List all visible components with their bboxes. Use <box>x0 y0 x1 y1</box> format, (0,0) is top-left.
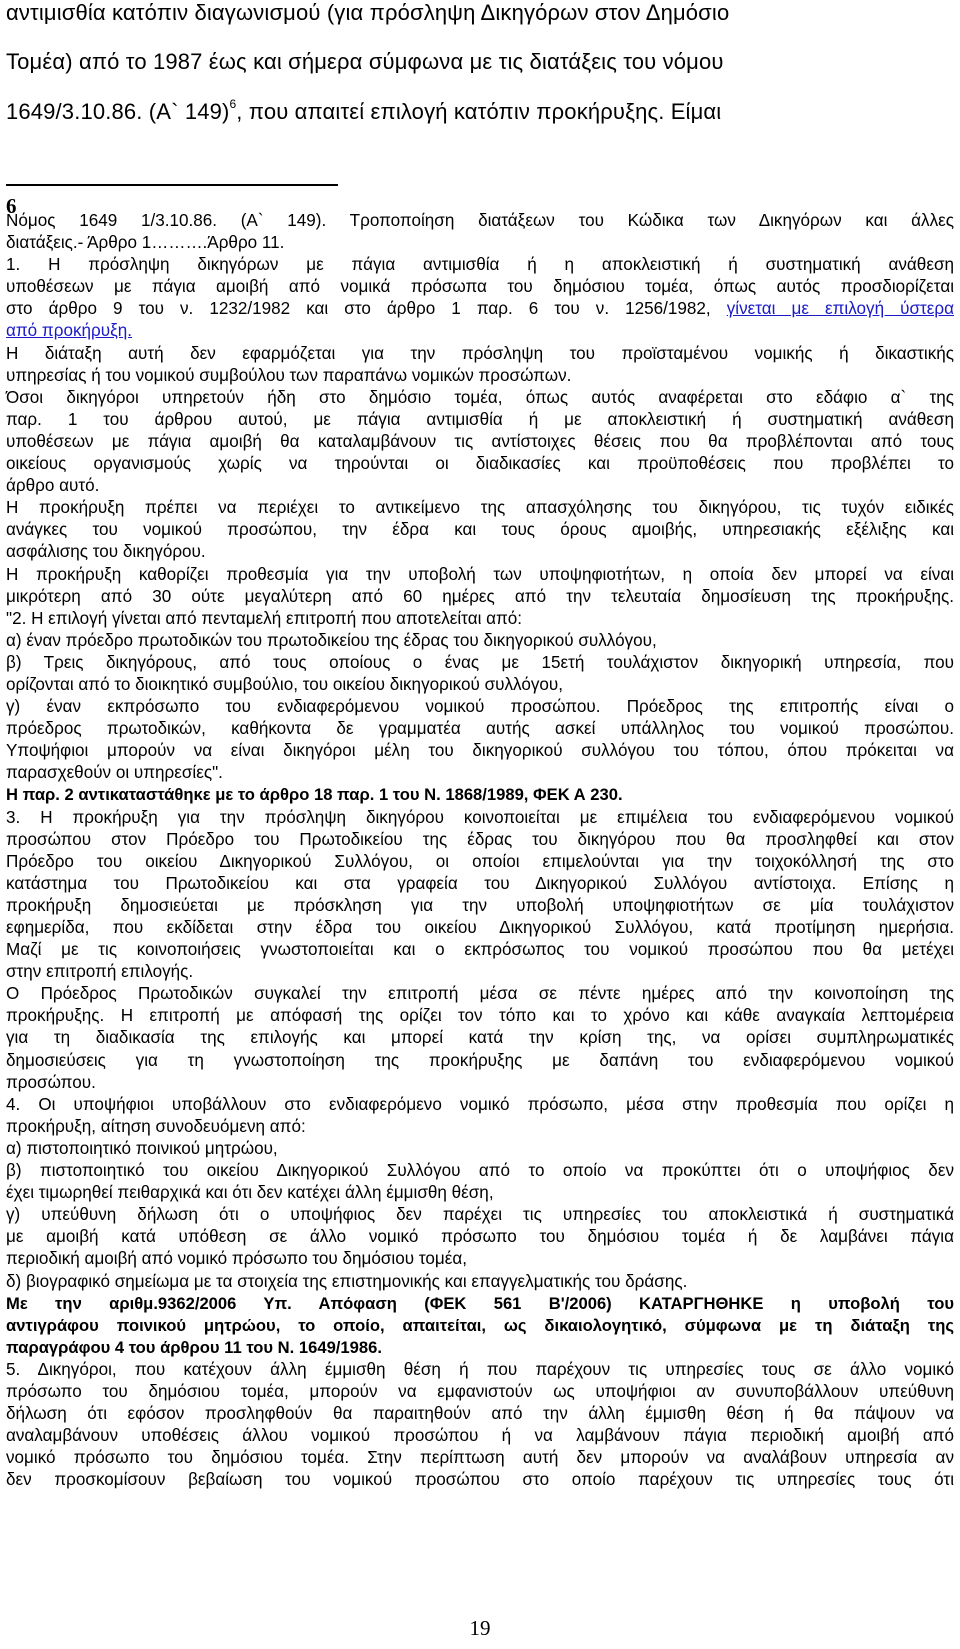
footnote-line-text: δεν προσκομίσουν βεβαίωση του νομικού προσώπου στο οποίο παρέχουν τις υπηρεσίες τους ότι <box>6 1470 954 1490</box>
footnote-line <box>6 1005 954 1027</box>
footnote-line <box>6 1403 954 1425</box>
footnote-line-text: διατάξεις.- Άρθρο 1……….Άρθρο 11. <box>6 233 285 253</box>
footnote-line <box>6 1027 954 1049</box>
footnote-line <box>6 652 954 674</box>
footnote-line <box>6 983 954 1005</box>
main-text-line-3 <box>6 99 946 125</box>
footnote-line-text: ασφάλισης του δικηγόρου. <box>6 542 206 562</box>
footnote-line-text: κατάστημα του Πρωτοδικείου και στα γραφεία του Δικηγορικού Συλλόγου αντίστοιχα. Επίσης η <box>6 873 954 893</box>
footnote-line <box>6 1182 954 1204</box>
footnote-line-text: β) πιστοποιητικό του οικείου Δικηγορικού Συλλόγου από το οποίο να προκύπτει ότι ο υποψήφιος δεν <box>6 1161 954 1181</box>
footnote-line-text: Πρόεδρο του οικείου Δικηγορικού Συλλόγου, οι οποίοι επιμελούνται για την τοιχοκόλλησή της στο <box>6 851 954 871</box>
footnote-line-text: περιοδική αμοιβή από νομικό πρόσωπο του δημόσιου τομέα, <box>6 1249 467 1269</box>
footnote-line <box>6 1138 954 1160</box>
footnote-line-text: ανάγκες του νομικού προσώπου, την έδρα και τους όρους αμοιβής, υπηρεσιακής εξέλιξης και <box>6 520 954 540</box>
footnote-line <box>6 387 954 409</box>
footnote-line-text: πρόσωπο του δημόσιου τομέα, μπορούν να εμφανιστούν ως υποψήφιοι αν συνυποβάλλουν υπεύθυνη <box>6 1381 954 1401</box>
footnote-line <box>6 807 954 829</box>
footnote-line <box>6 453 954 475</box>
footnote-line-text: 3. Η προκήρυξη για την πρόσληψη δικηγόρου κοινοποιείται με επιμέλεια του ενδιαφερόμενου νομικού <box>6 807 954 827</box>
footnote-line <box>6 696 954 718</box>
footnote-line-text: "2. Η επιλογή γίνεται από πενταμελή επιτροπή που αποτελείται από: <box>6 608 523 628</box>
footnote-line <box>6 1116 954 1138</box>
footnote-line <box>6 409 954 431</box>
footnote-line-text: προσώπου. <box>6 1072 96 1092</box>
footnote-line-text: δ) βιογραφικό σημείωμα με τα στοιχεία της επιστημονικής και επαγγελματικής του δράσης. <box>6 1271 688 1291</box>
footnote-line <box>6 718 954 740</box>
footnote-line <box>6 586 954 608</box>
footnote-line-text: α) πιστοποιητικό ποινικού μητρώου, <box>6 1138 278 1158</box>
footnote-line <box>6 475 954 497</box>
footnote-separator <box>6 184 338 186</box>
footnote-line <box>6 851 954 873</box>
footnote-line <box>6 939 954 961</box>
footnote-line <box>6 784 954 806</box>
footnote-line-text: ορίζονται από το διοικητικό συμβούλιο, του οικείου δικηγορικού συλλόγου, <box>6 674 563 694</box>
footnote-line-text: υπηρεσίας ή του νομικού συμβούλου των παραπάνω νομικών προσώπων. <box>6 365 572 385</box>
footnote-line-text: Νόμος 1649 1/3.10.86. (Α` 149). Τροποποίηση διατάξεων του Κώδικα των Δικηγόρων και άλλες <box>6 211 954 230</box>
footnote-line <box>6 232 954 254</box>
footnote-line-text: στην επιτροπή επιλογής. <box>6 962 194 982</box>
footnote-line <box>6 1226 954 1248</box>
footnote-line-text: 1. Η πρόσληψη δικηγόρων με πάγια αντιμισθία ή η αποκλειστική ή συστηματική ανάθεση <box>6 255 954 275</box>
footnote-hyperlink[interactable]: γίνεται με επιλογή ύστερα <box>726 299 954 319</box>
footnote-line-text: υποθέσεων με πάγια αμοιβή από νομικά πρόσωπα του δημόσιου τομέα, όπως αυτός προσδιορίζεται <box>6 277 954 297</box>
footnote-line <box>6 564 954 586</box>
footnote-line-text: 5. Δικηγόροι, που κατέχουν άλλη έμμισθη θέση ή που παρέχουν τις υπηρεσίες τους σε άλλο νομικό <box>6 1359 954 1379</box>
footnote-line <box>6 1204 954 1226</box>
footnote-line <box>6 1447 954 1469</box>
footnote-line <box>6 541 954 563</box>
footnote-line <box>6 630 954 652</box>
footnote-line-text: Η διάταξη αυτή δεν εφαρμόζεται για την πρόσληψη του προϊσταμένου νομικής ή δικαστικής <box>6 343 954 363</box>
footnote-line-text: δημοσιεύσεις για τη γνωστοποίηση της προκήρυξης με δαπάνη του ενδιαφερόμενου νομικού <box>6 1050 954 1070</box>
footnote-line <box>6 1293 954 1315</box>
footnote-line <box>6 1072 954 1094</box>
footnote-line-text: μικρότερη από 30 ούτε μεγαλύτερη από 60 ημέρες από την τελευταία δημοσίευση της προκήρυξης. <box>6 586 954 606</box>
main-text-line-3-end: , που απαιτεί επιλογή κατόπιν προκήρυξης. Είμαι <box>236 99 722 124</box>
footnote-line <box>6 343 954 365</box>
footnote-line-text: προκήρυξη, αίτηση συνοδευόμενη από: <box>6 1116 306 1136</box>
footnote-line <box>6 961 954 983</box>
footnote-line <box>6 210 954 232</box>
footnote-line-text: έχει τιμωρηθεί πειθαρχικά και ότι δεν κατέχει άλλη έμμισθη θέση, <box>6 1183 494 1203</box>
main-text-line-3-start: 1649/3.10.86. (Α` 149) <box>6 99 230 124</box>
footnote-line <box>6 1359 954 1381</box>
footnote-line <box>6 365 954 387</box>
footnote-line-text: με αμοιβή κατά υπόθεση σε άλλο νομικό πρόσωπο του δημόσιου τομέα ή δε λαμβάνει πάγια <box>6 1227 954 1247</box>
footnote-line <box>6 1050 954 1072</box>
footnote-line-text: 4. Οι υποψήφιοι υποβάλλουν στο ενδιαφερόμενο νομικό πρόσωπο, μέσα στην προθεσμία που ορίζει η <box>6 1094 954 1114</box>
footnote-line-text: παρ. 1 του άρθρου αυτού, με πάγια αντιμισθία ή με αποκλειστική ή συστηματική ανάθεση <box>6 409 954 429</box>
footnote-line-text: γ) έναν εκπρόσωπο του ενδιαφερόμενου νομικού προσώπου. Πρόεδρος της επιτροπής είναι ο <box>6 697 954 717</box>
footnote-line <box>6 1469 954 1491</box>
footnote-line <box>6 762 954 784</box>
page-number: 19 <box>469 1616 491 1640</box>
footnote-line <box>6 873 954 895</box>
footnote-line-text: άρθρο αυτό. <box>6 476 100 496</box>
footnote-line <box>6 1248 954 1270</box>
footnote-line-text: Η παρ. 2 αντικαταστάθηκε με το άρθρο 18 παρ. 1 του Ν. 1868/1989, ΦΕΚ Α 230. <box>6 785 623 805</box>
footnote-line <box>6 895 954 917</box>
footnote-line-text: στο άρθρο 9 του ν. 1232/1982 και στο άρθρο 1 παρ. 6 του ν. 1256/1982, <box>6 299 727 319</box>
footnote-line-text: εφημερίδα, που εκδίδεται στην έδρα του οικείου Δικηγορικού Συλλόγου, κατά προτίμηση ημερήσια. <box>6 918 954 937</box>
footnote-line <box>6 298 954 320</box>
footnote-reference[interactable]: 6 <box>229 97 237 111</box>
footnote-line-text: πρόεδρος πρωτοδικών, καθήκοντα δε γραμματέα αυτής ασκεί υπάλληλος του νομικού προσώπου. <box>6 719 954 739</box>
footnote-line-text: Η προκήρυξη καθορίζει προθεσμία για την υποβολή των υποψηφιοτήτων, η οποία δεν μπορεί να είναι <box>6 564 954 584</box>
footnote-line <box>6 497 954 519</box>
main-text-line-1: αντιμισθία κατόπιν διαγωνισμού (για πρόσληψη Δικηγόρων στον Δημόσιο <box>6 0 730 25</box>
main-text-line-2: Τομέα) από το 1987 έως και σήμερα σύμφωνα με τις διατάξεις του νόμου <box>6 49 724 74</box>
footnote-line-text: Η προκήρυξη πρέπει να περιέχει το αντικείμενο της απασχόλησης του δικηγόρου, τις τυχόν ειδικές <box>6 498 954 518</box>
footnote-body <box>6 210 954 1491</box>
footnote-line-text: Όσοι δικηγόροι υπηρετούν ήδη στο δημόσιο τομέα, όπως αυτός αναφέρεται στο εδάφιο α` της <box>6 387 954 407</box>
footnote-line-text: γ) υπεύθυνη δήλωση ότι ο υποψήφιος δεν παρέχει τις υπηρεσίες του αποκλειστικά ή συστηματικά <box>6 1205 954 1225</box>
footnote-number: 6 <box>6 194 17 218</box>
footnote-line <box>6 431 954 453</box>
footnote-line <box>6 608 954 630</box>
footnote-line-text: Μαζί με τις κοινοποιήσεις γνωστοποιείται και ο εκπρόσωπος του νομικού προσώπου που θα μετέχει <box>6 940 954 960</box>
footnote-line-text: προσώπου στον Πρόεδρο του Πρωτοδικείου της έδρας του δικηγόρου που θα προσληφθεί και στον <box>6 829 954 849</box>
footnote-line-text: προκήρυξη δημοσιεύεται με πρόσκληση για την υποβολή υποψηφιοτήτων σε μία τουλάχιστον <box>6 895 954 915</box>
footnote-line <box>6 276 954 298</box>
footnote-line-text: αντιγράφου ποινικού μητρώου, το οποίο, απαιτείται, ως δικαιολογητικό, σύμφωνα με τη διάταξη της <box>6 1315 954 1335</box>
footnote-line-text: αναλαμβάνουν υποθέσεις άλλου νομικού προσώπου ή να λαμβάνουν πάγια περιοδική αμοιβή από <box>6 1426 954 1446</box>
footnote-line <box>6 829 954 851</box>
footnote-line-text: παραγράφου 4 του άρθρου 11 του Ν. 1649/1986. <box>6 1337 382 1357</box>
footnote-line-text: α) έναν πρόεδρο πρωτοδικών του πρωτοδικείου της έδρας του δικηγορικού συλλόγου, <box>6 630 657 650</box>
footnote-line <box>6 917 954 939</box>
footnote-line <box>6 1425 954 1447</box>
footnote-hyperlink[interactable]: από προκήρυξη. <box>6 321 132 341</box>
footnote-line <box>6 254 954 276</box>
footnote-line <box>6 1337 954 1359</box>
footnote-line-text: β) Τρεις δικηγόρους, από τους οποίους ο ένας με 15ετή τουλάχιστον δικηγορική υπηρεσία, που <box>6 652 954 672</box>
footnote-line <box>6 674 954 696</box>
footnote-line-text: παρασχεθούν οι υπηρεσίες". <box>6 763 223 783</box>
footnote-line-text: Με την αριθμ.9362/2006 Υπ. Απόφαση (ΦΕΚ 561 Β'/2006) ΚΑΤΑΡΓΗΘΗΚΕ η υποβολή του <box>6 1293 954 1313</box>
footnote-line <box>6 1381 954 1403</box>
footnote-line <box>6 1094 954 1116</box>
footnote-line-text: Ο Πρόεδρος Πρωτοδικών συγκαλεί την επιτροπή μέσα σε πέντε ημέρες από την κοινοποίηση της <box>6 984 954 1004</box>
footnote-line-text: για τη διαδικασία της επιλογής και μπορεί κατά την κρίση της, να ορίσει συμπληρωματικές <box>6 1028 954 1048</box>
footnote-line <box>6 1271 954 1293</box>
footnote-line-text: Υποψήφιοι μπορούν να είναι δικηγόροι μέλη του δικηγορικού συλλόγου του τόπου, όπου πρόκειται να <box>6 741 954 761</box>
footnote-line <box>6 1160 954 1182</box>
footnote-line <box>6 519 954 541</box>
footnote-line <box>6 320 954 342</box>
footnote-line-text: νομικό πρόσωπο του δημόσιου τομέα. Στην περίπτωση αυτή δεν μπορούν να αναλάβουν υπηρεσία αν <box>6 1448 954 1468</box>
footnote-line-text: δήλωση ότι εφόσον προσληφθούν θα παραιτηθούν από την άλλη έμμισθη θέση ή θα πάψουν να <box>6 1404 954 1424</box>
footnote-line <box>6 1315 954 1337</box>
footnote-line-text: οικείους οργανισμούς χωρίς να τηρούνται οι διαδικασίες και προϋποθέσεις που προβλέπει το <box>6 454 954 474</box>
footnote-line-text: προκήρυξης. Η επιτροπή με απόφασή της ορίζει τον τόπο και το χρόνο και κάθε αναγκαία λεπτομέρεια <box>6 1006 954 1026</box>
footnote-line <box>6 740 954 762</box>
footnote-line-text: υποθέσεων με πάγια αμοιβή θα καταλαμβάνουν τις αντίστοιχες θέσεις που θα προβλέπονται από τους <box>6 431 954 451</box>
